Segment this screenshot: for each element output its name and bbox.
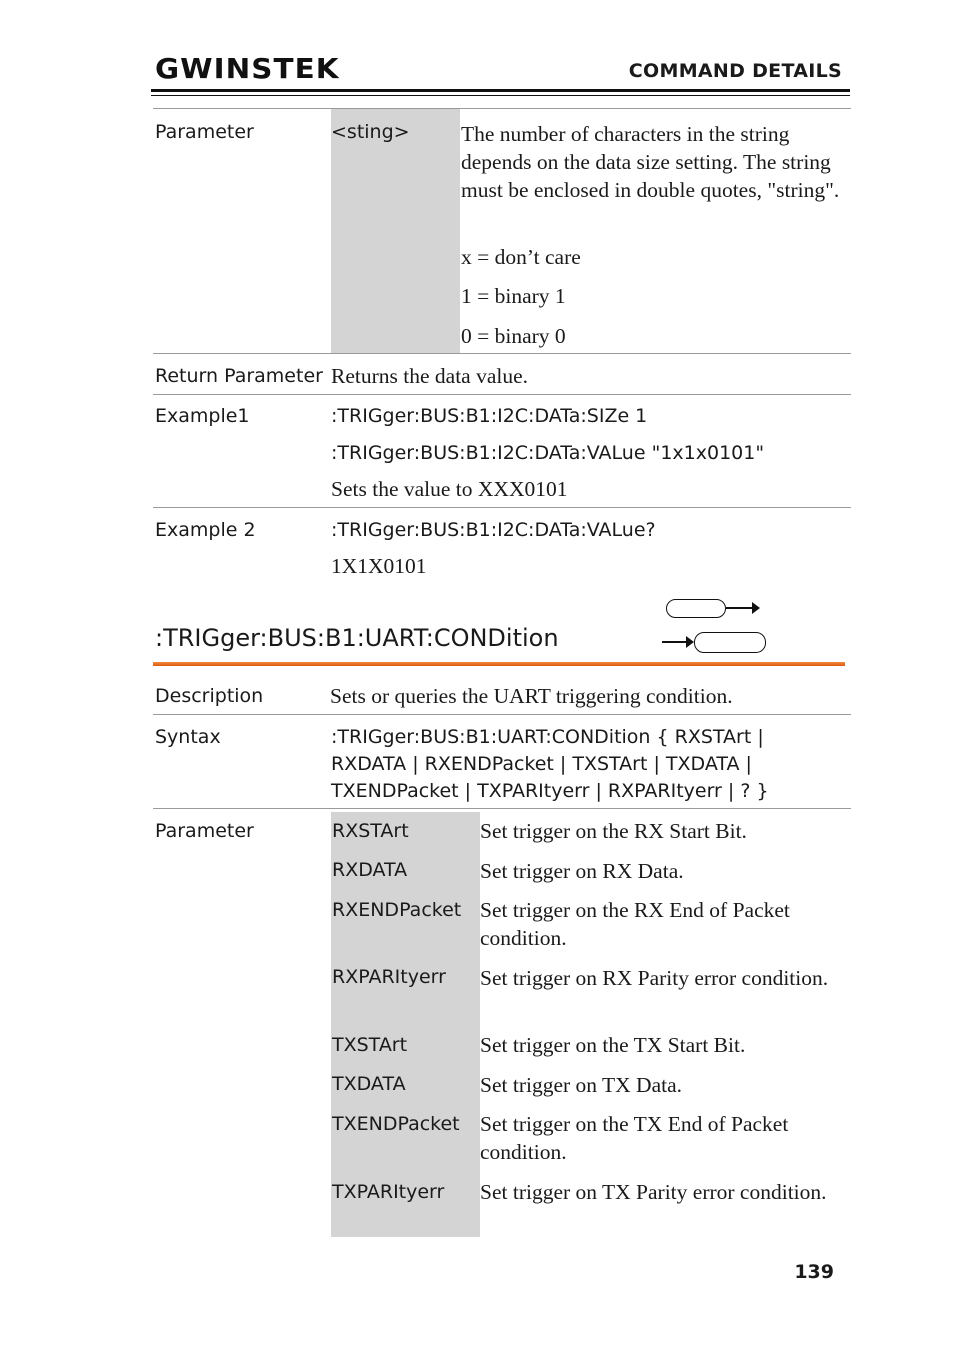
param-desc-txstart: Set trigger on the TX Start Bit.	[480, 1033, 746, 1057]
description-label: Description	[155, 685, 264, 707]
param-desc-rxstart: Set trigger on the RX Start Bit.	[480, 819, 747, 843]
return-parameter-label: Return Parameter	[155, 365, 323, 387]
title-underline	[153, 662, 845, 666]
value-binary-0: 0 = binary 0	[461, 324, 566, 348]
param-name-rxparityerr: RXPARItyerr	[332, 966, 446, 988]
syntax-line-1: :TRIGger:BUS:B1:UART:CONDition { RXSTArt |	[331, 726, 764, 748]
section-title: COMMAND DETAILS	[628, 60, 842, 82]
page-number: 139	[794, 1261, 834, 1283]
param-name-rxstart: RXSTArt	[332, 820, 409, 842]
param-desc-rxdata: Set trigger on RX Data.	[480, 859, 684, 883]
parameter-name: <sting>	[331, 121, 410, 143]
example2-result: 1X1X0101	[331, 554, 427, 578]
param-desc-rxparityerr: Set trigger on RX Parity error condition.	[480, 966, 829, 990]
param-desc-txendpacket: Set trigger on the TX End of Packet condition.	[480, 1112, 789, 1164]
query-icon-pill	[694, 632, 766, 653]
parameter-label: Parameter	[155, 820, 254, 842]
param-desc-txparityerr: Set trigger on TX Parity error condition.	[480, 1180, 827, 1204]
example1-command-2: :TRIGger:BUS:B1:I2C:DATa:VALue "1x1x0101"	[331, 442, 765, 464]
example2-command: :TRIGger:BUS:B1:I2C:DATa:VALue?	[331, 519, 656, 541]
table-divider	[153, 808, 851, 809]
query-icon	[686, 636, 694, 648]
param-name-shade	[331, 109, 460, 353]
parameter-label: Parameter	[155, 121, 254, 143]
return-parameter-value: Returns the data value.	[331, 364, 529, 388]
set-icon-arrow	[726, 607, 752, 609]
table-divider	[153, 353, 851, 354]
table-divider	[153, 108, 851, 109]
param-desc-rxendpacket: Set trigger on the RX End of Packet condition.	[480, 898, 790, 950]
set-icon	[752, 602, 760, 614]
param-name-rxendpacket: RXENDPacket	[332, 899, 462, 921]
param-name-txdata: TXDATA	[332, 1073, 406, 1095]
value-binary-1: 1 = binary 1	[461, 284, 566, 308]
set-icon-pill	[666, 599, 726, 618]
example1-label: Example1	[155, 405, 250, 427]
table-divider	[153, 507, 851, 508]
table-divider	[153, 394, 851, 395]
gwinstek-logo: GWINSTEK	[155, 52, 340, 85]
table-divider	[153, 714, 851, 715]
param-desc-txdata: Set trigger on TX Data.	[480, 1073, 683, 1097]
param-name-rxdata: RXDATA	[332, 859, 408, 881]
header-rule	[151, 89, 850, 92]
example1-command-1: :TRIGger:BUS:B1:I2C:DATa:SIZe 1	[331, 405, 648, 427]
query-icon-arrow	[662, 641, 686, 643]
example1-note: Sets the value to XXX0101	[331, 477, 568, 501]
example2-label: Example 2	[155, 519, 256, 541]
param-name-txparityerr: TXPARItyerr	[332, 1181, 445, 1203]
param-name-txendpacket: TXENDPacket	[332, 1113, 460, 1135]
description-text: Sets or queries the UART triggering condition.	[330, 684, 733, 708]
parameter-description: The number of characters in the string depends on the data size setting. The string must be enclosed in double quotes, "string".	[461, 122, 840, 202]
syntax-line-2: RXDATA | RXENDPacket | TXSTArt | TXDATA |	[331, 753, 752, 775]
command-title: :TRIGger:BUS:B1:UART:CONDition	[155, 624, 559, 652]
header-rule-thin	[151, 95, 850, 96]
syntax-label: Syntax	[155, 726, 221, 748]
param-name-txstart: TXSTArt	[332, 1034, 408, 1056]
value-dont-care: x = don’t care	[461, 245, 581, 269]
syntax-line-3: TXENDPacket | TXPARItyerr | RXPARItyerr | ? }	[331, 780, 769, 802]
